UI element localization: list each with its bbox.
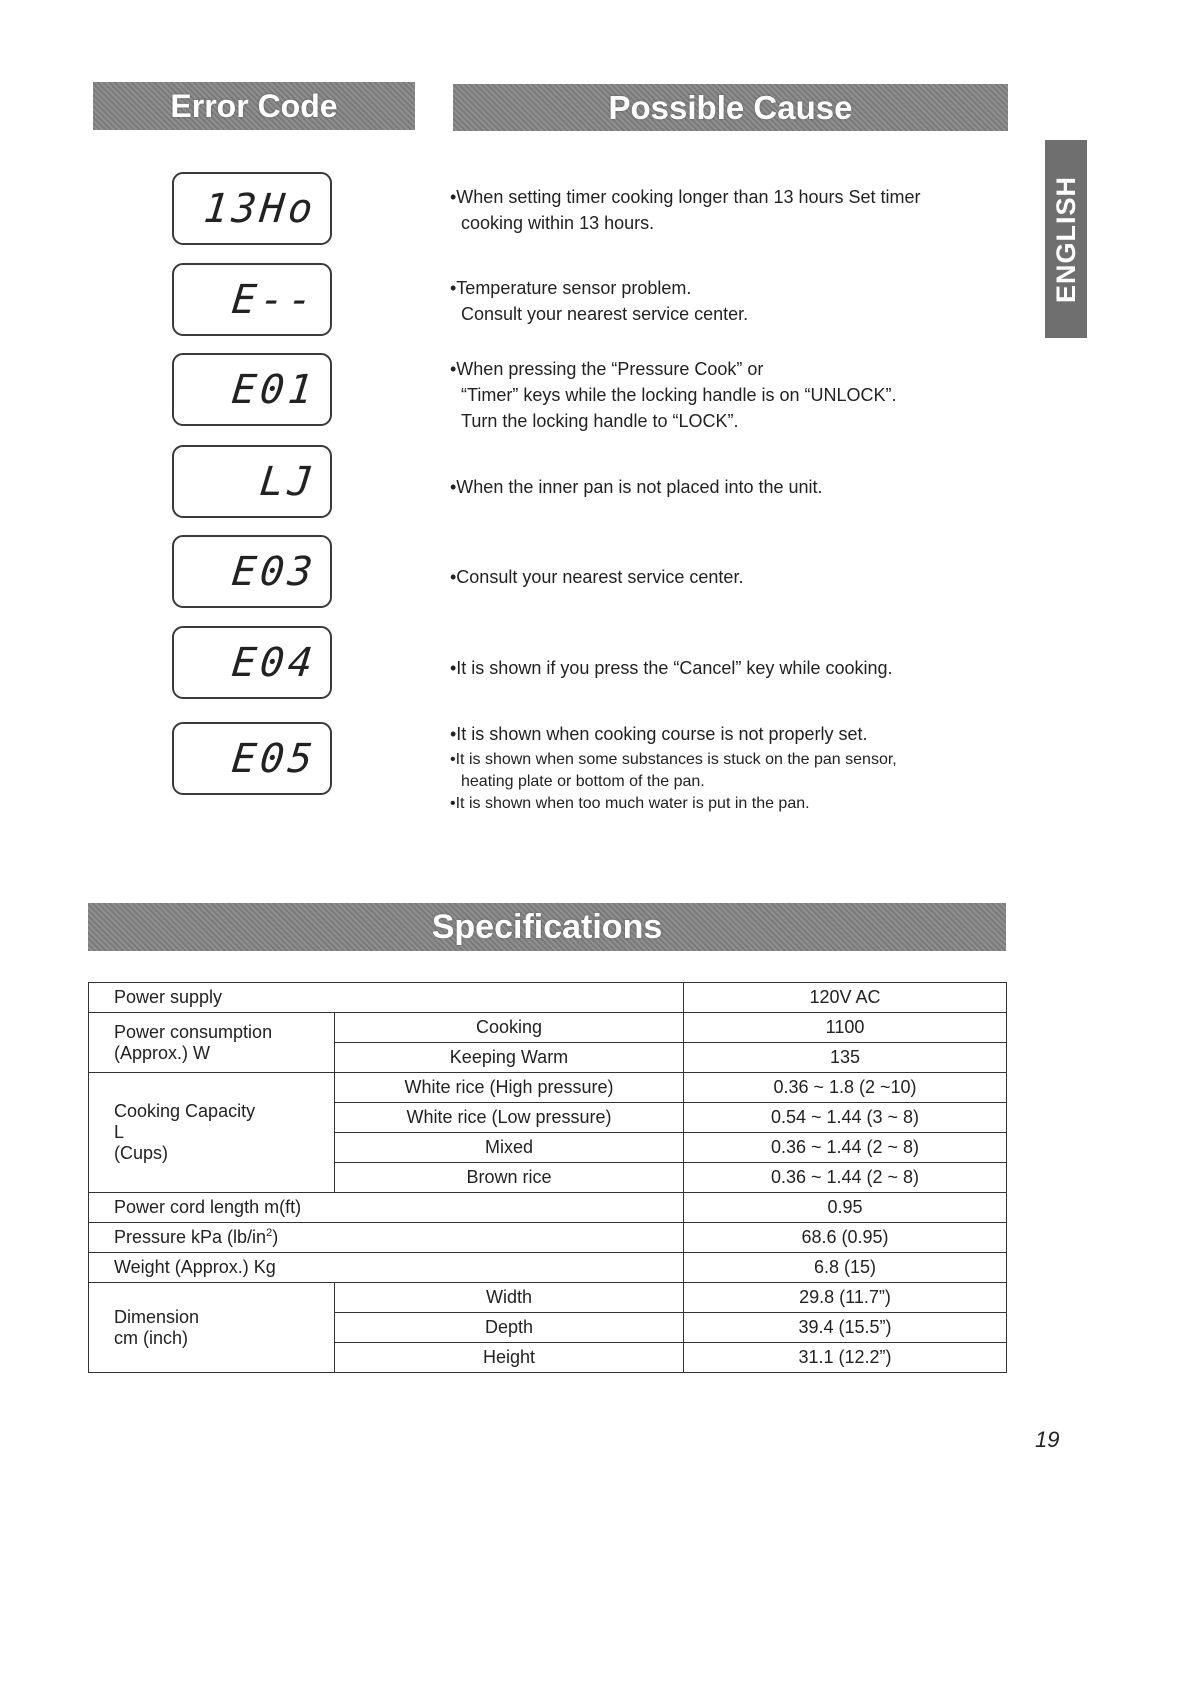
specifications-table [88, 982, 1007, 1373]
spec-label: Power supply [89, 983, 684, 1013]
possible-cause-header-text: Possible Cause [608, 88, 853, 126]
error-display-e05 [172, 722, 332, 795]
cause-line: •Temperature sensor problem. [450, 278, 692, 298]
spec-item: Brown rice [335, 1163, 684, 1193]
cause-e03 [450, 564, 1010, 590]
cause-lj [450, 474, 1010, 500]
cause-line: •It is shown when cooking course is not properly set. [450, 724, 868, 744]
spec-item: Mixed [335, 1133, 684, 1163]
table-row [89, 1253, 1007, 1283]
error-display-e03 [172, 535, 332, 608]
error-display-e-dash [172, 263, 332, 336]
spec-value: 120V AC [684, 983, 1007, 1013]
language-tab-text: ENGLISH [1050, 175, 1081, 303]
spec-value: 39.4 (15.5”) [684, 1313, 1007, 1343]
cause-e05 [450, 721, 1010, 815]
specifications-header [88, 903, 1006, 951]
spec-item: Height [335, 1343, 684, 1373]
cause-line: •It is shown when some substances is stuck on the pan sensor, [450, 751, 897, 768]
spec-value: 0.54 ~ 1.44 (3 ~ 8) [684, 1103, 1007, 1133]
spec-label: Cooking Capacity L (Cups) [89, 1073, 335, 1193]
table-row [89, 1013, 1007, 1043]
spec-item: Depth [335, 1313, 684, 1343]
possible-cause-header [453, 84, 1008, 131]
spec-value: 29.8 (11.7”) [684, 1283, 1007, 1313]
cause-line: Consult your nearest service center. [461, 304, 749, 324]
spec-item: Keeping Warm [335, 1043, 684, 1073]
error-code-text: E03 [229, 548, 319, 595]
cause-line: •It is shown if you press the “Cancel” key while cooking. [450, 658, 893, 678]
error-code-text: 13Ho [201, 185, 319, 232]
specifications-header-text: Specifications [431, 907, 663, 946]
cause-line: cooking within 13 hours. [461, 213, 655, 233]
table-row [89, 1193, 1007, 1223]
table-row [89, 1223, 1007, 1253]
spec-value: 68.6 (0.95) [684, 1223, 1007, 1253]
error-display-e01 [172, 353, 332, 426]
spec-label: Dimension cm (inch) [89, 1283, 335, 1373]
error-code-text: LJ [257, 458, 319, 505]
error-display-lj [172, 445, 332, 518]
cause-line: •Consult your nearest service center. [450, 567, 744, 587]
error-code-text: E01 [229, 366, 319, 413]
spec-value: 6.8 (15) [684, 1253, 1007, 1283]
error-code-text: E04 [229, 639, 319, 686]
spec-value: 0.36 ~ 1.44 (2 ~ 8) [684, 1133, 1007, 1163]
cause-line: •When setting timer cooking longer than 13 hours Set timer [450, 187, 921, 207]
error-code-text: E05 [229, 735, 319, 782]
spec-item: Cooking [335, 1013, 684, 1043]
spec-value: 135 [684, 1043, 1007, 1073]
cause-e-dash [450, 275, 1010, 327]
table-row [89, 1073, 1007, 1103]
spec-label: Pressure kPa $(lb/in^2)$ [89, 1223, 684, 1253]
spec-label: Power consumption (Approx.) W [89, 1013, 335, 1073]
error-display-e04 [172, 626, 332, 699]
cause-e04 [450, 655, 1010, 681]
table-row [89, 1283, 1007, 1313]
spec-item: White rice (Low pressure) [335, 1103, 684, 1133]
spec-value: 0.95 [684, 1193, 1007, 1223]
error-code-header-text: Error Code [170, 87, 338, 124]
cause-line: •When pressing the “Pressure Cook” or [450, 359, 764, 379]
spec-value: 0.36 ~ 1.8 (2 ~10) [684, 1073, 1007, 1103]
error-code-header [93, 82, 415, 130]
spec-label: Power cord length m(ft) [89, 1193, 684, 1223]
cause-line: “Timer” keys while the locking handle is on “UNLOCK”. [461, 385, 897, 405]
spec-value: 31.1 (12.2”) [684, 1343, 1007, 1373]
language-tab [1045, 140, 1087, 338]
error-code-text: E-- [229, 276, 319, 323]
cause-line: heating plate or bottom of the pan. [461, 773, 705, 790]
table-row [89, 983, 1007, 1013]
cause-line: •It is shown when too much water is put in the pan. [450, 795, 810, 812]
cause-line: •When the inner pan is not placed into the unit. [450, 477, 823, 497]
cause-line: Turn the locking handle to “LOCK”. [461, 411, 739, 431]
spec-item: White rice (High pressure) [335, 1073, 684, 1103]
spec-label: Weight (Approx.) Kg [89, 1253, 684, 1283]
spec-value: 0.36 ~ 1.44 (2 ~ 8) [684, 1163, 1007, 1193]
cause-13ho [450, 184, 1010, 236]
spec-value: 1100 [684, 1013, 1007, 1043]
error-display-13ho [172, 172, 332, 245]
spec-item: Width [335, 1283, 684, 1313]
cause-e01 [450, 356, 1010, 434]
page-number: 19 [1035, 1427, 1060, 1452]
